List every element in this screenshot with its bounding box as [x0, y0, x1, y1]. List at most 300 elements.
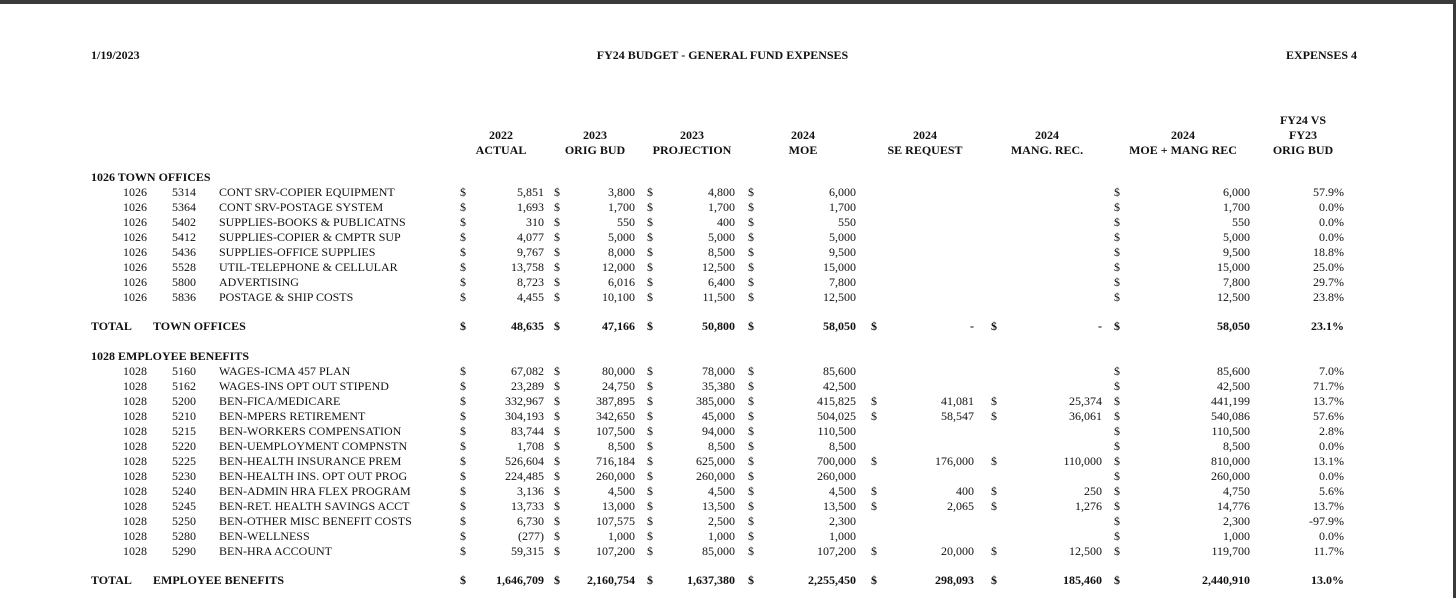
currency-symbol: $ [460, 245, 466, 259]
table-row [0, 185, 1453, 200]
table-row [0, 215, 1453, 230]
dept-code: 1028 [123, 499, 147, 513]
column-header-line: FY23 [1289, 128, 1317, 142]
table-row [0, 275, 1453, 290]
percent-change: 0.0% [1319, 230, 1344, 244]
currency-symbol: $ [647, 529, 653, 543]
amount-actual: 1,646,709 [496, 573, 544, 587]
dept-code: 1026 [123, 215, 147, 229]
currency-symbol: $ [748, 529, 754, 543]
column-header-line: 2023 [583, 128, 607, 142]
currency-symbol: $ [748, 319, 754, 333]
amount-moe: 85,600 [823, 364, 856, 378]
currency-symbol: $ [460, 260, 466, 274]
amount-moe: 1,000 [829, 529, 856, 543]
percent-change: 57.9% [1313, 185, 1344, 199]
amount-moe: 1,700 [829, 200, 856, 214]
currency-symbol: $ [554, 394, 560, 408]
account-description: BEN-RET. HEALTH SAVINGS ACCT [219, 499, 410, 513]
currency-symbol: $ [1114, 275, 1120, 289]
currency-symbol: $ [460, 215, 466, 229]
table-row [0, 469, 1453, 484]
column-header-line: ORIG BUD [1272, 143, 1334, 157]
dept-code: 1026 [123, 185, 147, 199]
currency-symbol: $ [460, 514, 466, 528]
currency-symbol: $ [748, 454, 754, 468]
amount-moe: 8,500 [829, 439, 856, 453]
currency-symbol: $ [871, 394, 877, 408]
currency-symbol: $ [1114, 529, 1120, 543]
amount-se: 2,065 [947, 499, 974, 513]
column-header-line: ORIG BUD [564, 143, 626, 157]
total-name: TOWN OFFICES [153, 319, 246, 333]
amount-total: 441,199 [1211, 394, 1250, 408]
currency-symbol: $ [991, 454, 997, 468]
amount-actual: 4,455 [517, 290, 544, 304]
amount-moe: 9,500 [829, 245, 856, 259]
currency-symbol: $ [991, 484, 997, 498]
column-header [977, 128, 1117, 158]
amount-proj: 625,000 [696, 454, 735, 468]
currency-symbol: $ [554, 409, 560, 423]
column-header-line: SE REQUEST [887, 143, 963, 157]
account-description: BEN-OTHER MISC BENEFIT COSTS [219, 514, 412, 528]
percent-change: 5.6% [1319, 484, 1344, 498]
percent-change: 29.7% [1313, 275, 1344, 289]
amount-proj: 12,500 [702, 260, 735, 274]
currency-symbol: $ [748, 514, 754, 528]
amount-total: 260,000 [1211, 469, 1250, 483]
amount-se: 58,547 [941, 409, 974, 423]
account-description: WAGES-INS OPT OUT STIPEND [219, 379, 389, 393]
currency-symbol: $ [460, 185, 466, 199]
amount-total: 8,500 [1223, 439, 1250, 453]
amount-actual: 6,730 [517, 514, 544, 528]
amount-actual: 1,693 [517, 200, 544, 214]
currency-symbol: $ [554, 439, 560, 453]
column-header-line: 2024 [1171, 128, 1195, 142]
currency-symbol: $ [554, 424, 560, 438]
currency-symbol: $ [460, 529, 466, 543]
currency-symbol: $ [991, 394, 997, 408]
currency-symbol: $ [1114, 409, 1120, 423]
currency-symbol: $ [748, 484, 754, 498]
currency-symbol: $ [1114, 439, 1120, 453]
dept-code: 1028 [123, 529, 147, 543]
amount-actual: 9,767 [517, 245, 544, 259]
currency-symbol: $ [871, 454, 877, 468]
currency-symbol: $ [460, 364, 466, 378]
dept-code: 1028 [123, 379, 147, 393]
currency-symbol: $ [1114, 200, 1120, 214]
amount-proj: 13,500 [702, 499, 735, 513]
amount-proj: 35,380 [702, 379, 735, 393]
currency-symbol: $ [460, 319, 466, 333]
amount-moe: 700,000 [817, 454, 856, 468]
amount-mang: 250 [1084, 484, 1102, 498]
amount-proj: 260,000 [696, 469, 735, 483]
amount-total: 4,750 [1223, 484, 1250, 498]
currency-symbol: $ [1114, 484, 1120, 498]
currency-symbol: $ [748, 573, 754, 587]
amount-moe: 42,500 [823, 379, 856, 393]
currency-symbol: $ [1114, 215, 1120, 229]
table-row [0, 499, 1453, 514]
amount-orig: 1,700 [608, 200, 635, 214]
amount-orig: 1,000 [608, 529, 635, 543]
account-description: BEN-WELLNESS [219, 529, 310, 543]
currency-symbol: $ [748, 200, 754, 214]
table-row [0, 529, 1453, 544]
table-row [0, 230, 1453, 245]
column-header [855, 128, 995, 158]
currency-symbol: $ [1114, 379, 1120, 393]
amount-moe: 415,825 [817, 394, 856, 408]
percent-change: 11.7% [1313, 544, 1344, 558]
currency-symbol: $ [460, 573, 466, 587]
amount-moe: 2,255,450 [808, 573, 856, 587]
dept-code: 1026 [123, 245, 147, 259]
currency-symbol: $ [460, 379, 466, 393]
account-code: 5230 [172, 469, 196, 483]
section-title: 1026 TOWN OFFICES [91, 170, 211, 184]
account-description: UTIL-TELEPHONE & CELLULAR [219, 260, 398, 274]
amount-orig: 6,016 [608, 275, 635, 289]
account-code: 5200 [172, 394, 196, 408]
currency-symbol: $ [460, 230, 466, 244]
dept-code: 1028 [123, 439, 147, 453]
currency-symbol: $ [554, 544, 560, 558]
amount-proj: 94,000 [702, 424, 735, 438]
amount-moe: 7,800 [829, 275, 856, 289]
currency-symbol: $ [1114, 544, 1120, 558]
total-label: TOTAL [91, 319, 132, 333]
amount-proj: 8,500 [708, 245, 735, 259]
amount-proj: 4,500 [708, 484, 735, 498]
account-description: SUPPLIES-COPIER & CMPTR SUP [219, 230, 401, 244]
section-title: 1028 EMPLOYEE BENEFITS [91, 349, 250, 363]
currency-symbol: $ [554, 215, 560, 229]
currency-symbol: $ [1114, 364, 1120, 378]
account-description: BEN-MPERS RETIREMENT [219, 409, 366, 423]
currency-symbol: $ [460, 499, 466, 513]
currency-symbol: $ [554, 230, 560, 244]
percent-change: 0.0% [1319, 469, 1344, 483]
percent-change: 0.0% [1319, 215, 1344, 229]
percent-change: -97.9% [1309, 514, 1344, 528]
column-header-line: PROJECTION [652, 143, 732, 157]
amount-proj: 4,800 [708, 185, 735, 199]
currency-symbol: $ [554, 379, 560, 393]
currency-symbol: $ [554, 260, 560, 274]
table-row [0, 439, 1453, 454]
account-description: BEN-HEALTH INS. OPT OUT PROG [219, 469, 408, 483]
currency-symbol: $ [1114, 319, 1120, 333]
percent-change: 13.0% [1311, 573, 1344, 587]
currency-symbol: $ [748, 469, 754, 483]
currency-symbol: $ [460, 394, 466, 408]
account-description: SUPPLIES-OFFICE SUPPLIES [219, 245, 376, 259]
column-header-line: 2024 [913, 128, 937, 142]
amount-moe: 260,000 [817, 469, 856, 483]
amount-proj: 6,400 [708, 275, 735, 289]
currency-symbol: $ [1114, 394, 1120, 408]
budget-document [0, 4, 1453, 598]
account-code: 5364 [172, 200, 196, 214]
account-description: WAGES-ICMA 457 PLAN [219, 364, 351, 378]
account-code: 5436 [172, 245, 196, 259]
dept-code: 1028 [123, 469, 147, 483]
currency-symbol: $ [991, 499, 997, 513]
account-code: 5162 [172, 379, 196, 393]
amount-moe: 504,025 [817, 409, 856, 423]
amount-moe: 4,500 [829, 484, 856, 498]
dept-code: 1028 [123, 514, 147, 528]
currency-symbol: $ [554, 484, 560, 498]
amount-total: 540,086 [1211, 409, 1250, 423]
amount-orig: 107,500 [596, 424, 635, 438]
amount-proj: 85,000 [702, 544, 735, 558]
currency-symbol: $ [991, 544, 997, 558]
amount-actual: 83,744 [511, 424, 544, 438]
account-code: 5280 [172, 529, 196, 543]
amount-proj: 50,800 [702, 319, 735, 333]
table-row [0, 200, 1453, 215]
table-row [0, 424, 1453, 439]
currency-symbol: $ [1114, 424, 1120, 438]
currency-symbol: $ [647, 544, 653, 558]
currency-symbol: $ [748, 364, 754, 378]
total-row [0, 573, 1453, 588]
currency-symbol: $ [647, 379, 653, 393]
table-row [0, 379, 1453, 394]
amount-total: 1,000 [1223, 529, 1250, 543]
amount-total: 12,500 [1217, 290, 1250, 304]
currency-symbol: $ [554, 514, 560, 528]
account-description: BEN-UEMPLOYMENT COMPNSTN [219, 439, 408, 453]
dept-code: 1026 [123, 260, 147, 274]
amount-proj: 1,637,380 [687, 573, 735, 587]
currency-symbol: $ [554, 290, 560, 304]
account-code: 5160 [172, 364, 196, 378]
amount-orig: 260,000 [596, 469, 635, 483]
dept-code: 1028 [123, 544, 147, 558]
amount-proj: 400 [717, 215, 735, 229]
column-header-line: 2023 [680, 128, 704, 142]
total-label: TOTAL [91, 573, 132, 587]
currency-symbol: $ [460, 484, 466, 498]
column-header-line: MOE + MANG REC [1129, 143, 1237, 157]
column-header [1113, 128, 1253, 158]
currency-symbol: $ [1114, 514, 1120, 528]
account-code: 5210 [172, 409, 196, 423]
amount-se: 400 [956, 484, 974, 498]
currency-symbol: $ [460, 454, 466, 468]
table-row [0, 409, 1453, 424]
column-header [1233, 113, 1373, 158]
percent-change: 23.1% [1311, 319, 1344, 333]
amount-actual: 48,635 [511, 319, 544, 333]
amount-orig: 47,166 [602, 319, 635, 333]
currency-symbol: $ [748, 260, 754, 274]
account-description: CONT SRV-POSTAGE SYSTEM [219, 200, 384, 214]
account-description: SUPPLIES-BOOKS & PUBLICATNS [219, 215, 406, 229]
amount-total: 1,700 [1223, 200, 1250, 214]
amount-total: 550 [1232, 215, 1250, 229]
dept-code: 1028 [123, 454, 147, 468]
currency-symbol: $ [554, 185, 560, 199]
amount-proj: 1,700 [708, 200, 735, 214]
amount-se: - [970, 319, 974, 333]
amount-actual: 526,604 [505, 454, 544, 468]
currency-symbol: $ [748, 424, 754, 438]
currency-symbol: $ [1114, 469, 1120, 483]
percent-change: 71.7% [1313, 379, 1344, 393]
account-code: 5314 [172, 185, 196, 199]
amount-mang: 36,061 [1069, 409, 1102, 423]
currency-symbol: $ [554, 499, 560, 513]
amount-actual: 332,967 [505, 394, 544, 408]
amount-moe: 15,000 [823, 260, 856, 274]
currency-symbol: $ [460, 439, 466, 453]
amount-orig: 24,750 [602, 379, 635, 393]
page-label: EXPENSES 4 [1285, 48, 1357, 62]
amount-orig: 716,184 [596, 454, 635, 468]
currency-symbol: $ [647, 200, 653, 214]
currency-symbol: $ [871, 319, 877, 333]
amount-actual: 13,758 [511, 260, 544, 274]
percent-change: 13.1% [1313, 454, 1344, 468]
currency-symbol: $ [748, 439, 754, 453]
amount-total: 6,000 [1223, 185, 1250, 199]
amount-moe: 5,000 [829, 230, 856, 244]
account-description: BEN-HEALTH INSURANCE PREM [219, 454, 402, 468]
amount-se: 298,093 [935, 573, 974, 587]
amount-mang: 110,000 [1063, 454, 1102, 468]
amount-total: 9,500 [1223, 245, 1250, 259]
amount-actual: (277) [518, 529, 544, 543]
account-description: BEN-ADMIN HRA FLEX PROGRAM [219, 484, 411, 498]
currency-symbol: $ [647, 439, 653, 453]
amount-actual: 59,315 [511, 544, 544, 558]
currency-symbol: $ [647, 275, 653, 289]
table-row [0, 484, 1453, 499]
currency-symbol: $ [460, 469, 466, 483]
amount-orig: 80,000 [602, 364, 635, 378]
amount-orig: 5,000 [608, 230, 635, 244]
amount-total: 58,050 [1217, 319, 1250, 333]
amount-proj: 78,000 [702, 364, 735, 378]
report-title: FY24 BUDGET - GENERAL FUND EXPENSES [596, 48, 849, 62]
amount-mang: 185,460 [1063, 573, 1102, 587]
report-date: 1/19/2023 [91, 48, 140, 62]
currency-symbol: $ [871, 409, 877, 423]
amount-total: 7,800 [1223, 275, 1250, 289]
dept-code: 1026 [123, 230, 147, 244]
amount-orig: 8,500 [608, 439, 635, 453]
percent-change: 0.0% [1319, 529, 1344, 543]
currency-symbol: $ [647, 514, 653, 528]
currency-symbol: $ [871, 544, 877, 558]
amount-actual: 1,708 [517, 439, 544, 453]
account-code: 5528 [172, 260, 196, 274]
currency-symbol: $ [748, 499, 754, 513]
currency-symbol: $ [748, 544, 754, 558]
currency-symbol: $ [647, 215, 653, 229]
currency-symbol: $ [1114, 499, 1120, 513]
column-header-line: MANG. REC. [1010, 143, 1084, 157]
column-header-line: ACTUAL [475, 143, 527, 157]
amount-moe: 12,500 [823, 290, 856, 304]
amount-proj: 45,000 [702, 409, 735, 423]
amount-proj: 8,500 [708, 439, 735, 453]
table-row [0, 544, 1453, 559]
column-header-line: 2022 [489, 128, 513, 142]
currency-symbol: $ [748, 230, 754, 244]
currency-symbol: $ [460, 409, 466, 423]
currency-symbol: $ [1114, 245, 1120, 259]
currency-symbol: $ [647, 260, 653, 274]
amount-orig: 4,500 [608, 484, 635, 498]
currency-symbol: $ [460, 424, 466, 438]
account-code: 5220 [172, 439, 196, 453]
amount-total: 14,776 [1217, 499, 1250, 513]
amount-actual: 23,289 [511, 379, 544, 393]
amount-orig: 2,160,754 [587, 573, 635, 587]
currency-symbol: $ [554, 469, 560, 483]
table-row [0, 514, 1453, 529]
percent-change: 13.7% [1313, 499, 1344, 513]
currency-symbol: $ [554, 454, 560, 468]
amount-mang: 12,500 [1069, 544, 1102, 558]
currency-symbol: $ [748, 409, 754, 423]
amount-actual: 13,733 [511, 499, 544, 513]
amount-total: 119,700 [1211, 544, 1250, 558]
amount-orig: 13,000 [602, 499, 635, 513]
currency-symbol: $ [991, 319, 997, 333]
total-row [0, 319, 1453, 334]
table-row [0, 290, 1453, 305]
currency-symbol: $ [748, 275, 754, 289]
currency-symbol: $ [748, 245, 754, 259]
currency-symbol: $ [748, 185, 754, 199]
account-code: 5402 [172, 215, 196, 229]
amount-proj: 1,000 [708, 529, 735, 543]
currency-symbol: $ [647, 185, 653, 199]
dept-code: 1028 [123, 484, 147, 498]
amount-orig: 3,800 [608, 185, 635, 199]
currency-symbol: $ [1114, 454, 1120, 468]
currency-symbol: $ [647, 469, 653, 483]
percent-change: 7.0% [1319, 364, 1344, 378]
amount-proj: 2,500 [708, 514, 735, 528]
currency-symbol: $ [460, 200, 466, 214]
table-row [0, 260, 1453, 275]
table-row [0, 454, 1453, 469]
currency-symbol: $ [460, 275, 466, 289]
amount-total: 85,600 [1217, 364, 1250, 378]
amount-proj: 385,000 [696, 394, 735, 408]
amount-actual: 8,723 [517, 275, 544, 289]
amount-orig: 107,200 [596, 544, 635, 558]
currency-symbol: $ [647, 409, 653, 423]
amount-proj: 5,000 [708, 230, 735, 244]
percent-change: 13.7% [1313, 394, 1344, 408]
currency-symbol: $ [647, 245, 653, 259]
account-code: 5836 [172, 290, 196, 304]
account-code: 5245 [172, 499, 196, 513]
table-row [0, 245, 1453, 260]
